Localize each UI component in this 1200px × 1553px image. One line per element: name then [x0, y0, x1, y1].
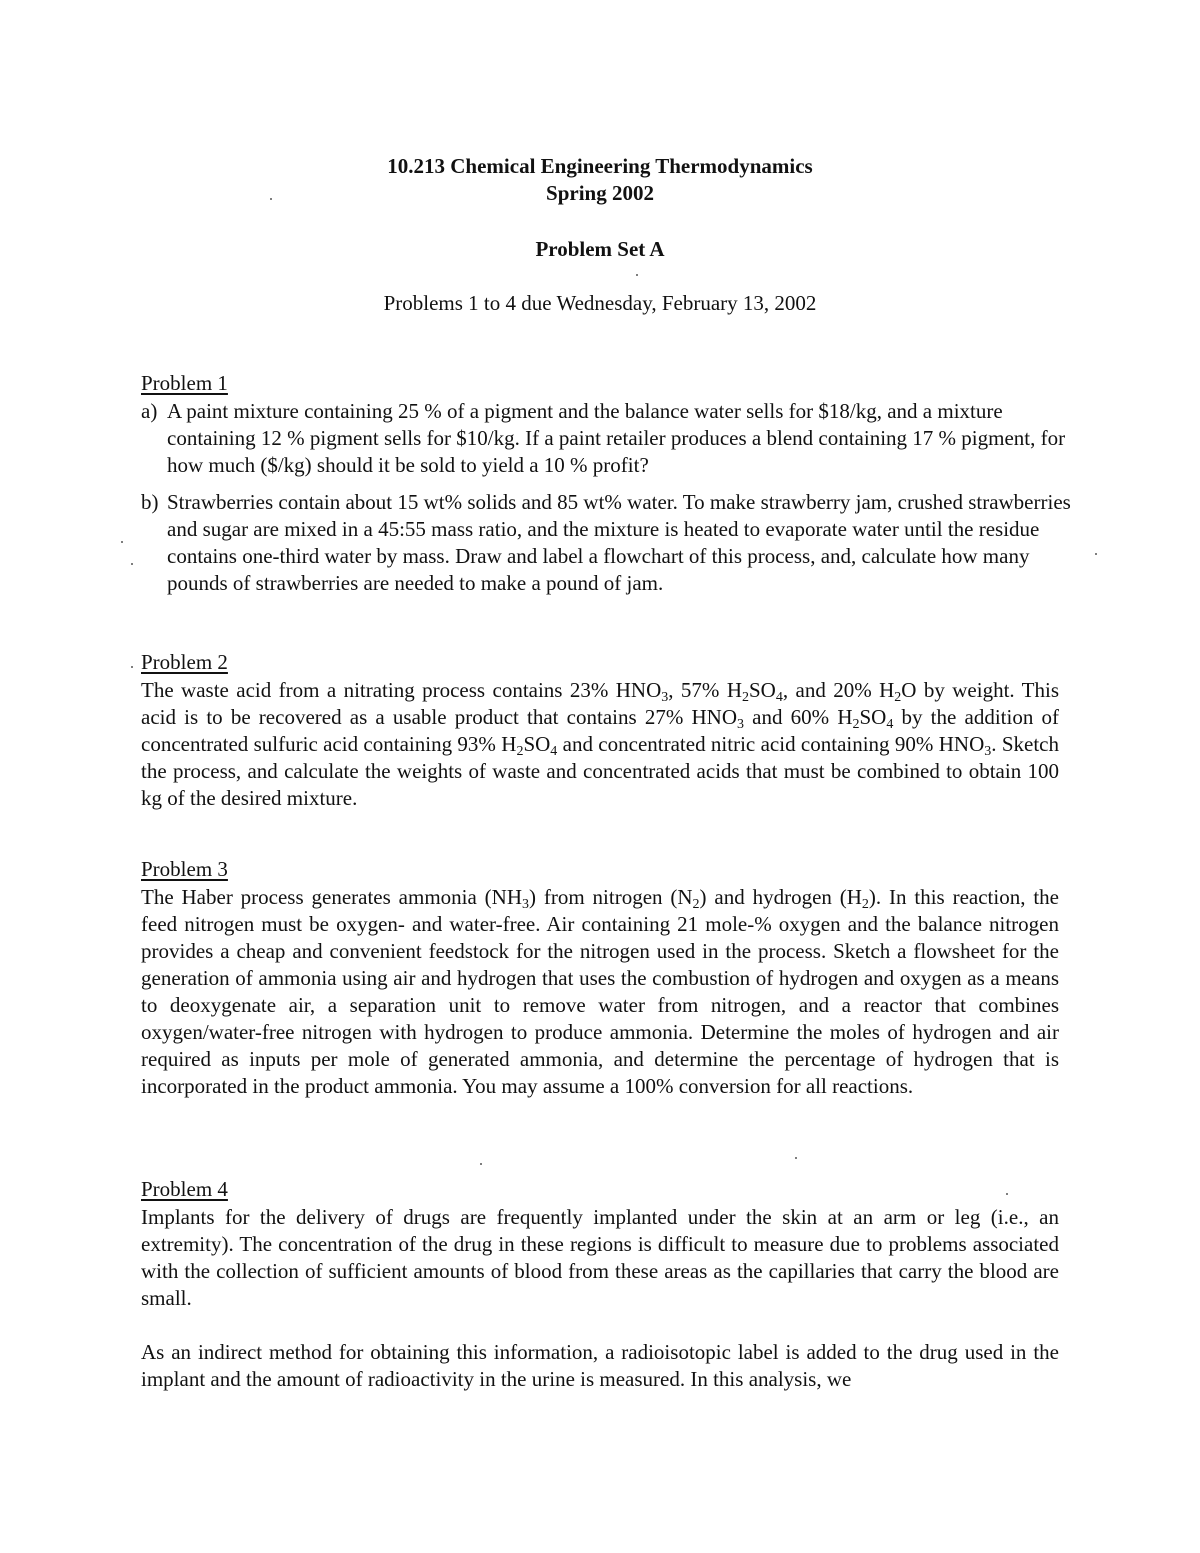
scan-speck — [131, 563, 133, 565]
scan-speck — [270, 198, 272, 200]
problem-4-heading: Problem 4 — [141, 1177, 228, 1201]
scan-speck — [636, 274, 638, 276]
problem-1-heading: Problem 1 — [141, 371, 228, 395]
problem-1a-label: a) — [141, 399, 158, 423]
term: Spring 2002 — [546, 181, 654, 205]
scan-speck — [1095, 553, 1097, 555]
problem-3-text: The Haber process generates ammonia $(NH_3)$ from nitrogen $(N_2)$ and hydrogen $(H_2)$. In this reaction, the feed nitrogen must be oxygen- and water-free. Air containing 21 mole-% oxygen and the balance nitrogen provides a cheap and convenient feedstock for the nitrogen used in the process. Sketch a flowsheet for the generation of ammonia using air and hydrogen that uses the combustion of hydrogen and oxygen as a means to deoxygenate air, a separation unit to remove water from nitrogen, and a reactor that combines oxygen/water-free nitrogen with hydrogen to produce ammonia. Determine the moles of hydrogen and air required as inputs per mole of generated ammonia, and determine the percentage of hydrogen that is incorporated in the product ammonia. You may assume a 100% conversion for all reactions. — [141, 885, 1059, 1098]
problem-1b — [141, 489, 1081, 597]
scan-speck — [121, 541, 123, 543]
problem-2-heading: Problem 2 — [141, 650, 228, 674]
problem-1b-text: Strawberries contain about 15 wt% solids and 85 wt% water. To make strawberry jam, crushed strawberries and sugar are mixed in a 45:55 mass ratio, and the mixture is heated to evaporate water until the residue contains one-third water by mass. Draw and label a flowchart of this process, and, calculate how many pounds of strawberries are needed to make a pound of jam. — [167, 490, 1071, 595]
problem-4-paragraph-1: Implants for the delivery of drugs are frequently implanted under the skin at an arm or leg (i.e., an extremity). The concentration of the drug in these regions is difficult to measure due to problems associated with the collection of sufficient amounts of blood from these areas as the capillaries that carry the blood are small. — [141, 1205, 1059, 1310]
problem-4-paragraph-2: As an indirect method for obtaining this information, a radioisotopic label is added to the drug used in the implant and the amount of radioactivity in the urine is measured. In this analysis, we — [141, 1340, 1059, 1391]
course-title: 10.213 Chemical Engineering Thermodynamics — [387, 154, 813, 178]
scan-speck — [1006, 1193, 1008, 1195]
problem-1a — [141, 398, 1081, 479]
problem-1b-label: b) — [141, 490, 159, 514]
problem-2-text: The waste acid from a nitrating process contains 23% $HNO_3$, 57% $H_2SO_4$, and 20% $H_2O$ by weight. This acid is to be recovered as a usable product that contains 27% $HNO_3$ and 60% $H_2SO_4$ by the addition of concentrated sulfuric acid containing 93% $H_2SO_4$ and concentrated nitric acid containing 90% $HNO_3$. Sketch the process, and calculate the weights of waste and concentrated acids that must be combined to obtain 100 kg of the desired mixture. — [141, 678, 1060, 810]
due-line: Problems 1 to 4 due Wednesday, February 13, 2002 — [383, 291, 817, 315]
problem-1a-text: A paint mixture containing 25 % of a pigment and the balance water sells for $18/kg, and a mixture containing 12 % pigment sells for $10/kg. If a paint retailer produces a blend containing 17 % pigment, for how much ($/kg) should it be sold to yield a 10 % profit? — [167, 399, 1066, 477]
problem-set-title: Problem Set A — [535, 237, 665, 261]
problem-3-heading: Problem 3 — [141, 857, 228, 881]
scan-speck — [795, 1157, 797, 1159]
scan-speck — [480, 1163, 482, 1165]
scan-speck — [131, 666, 133, 668]
